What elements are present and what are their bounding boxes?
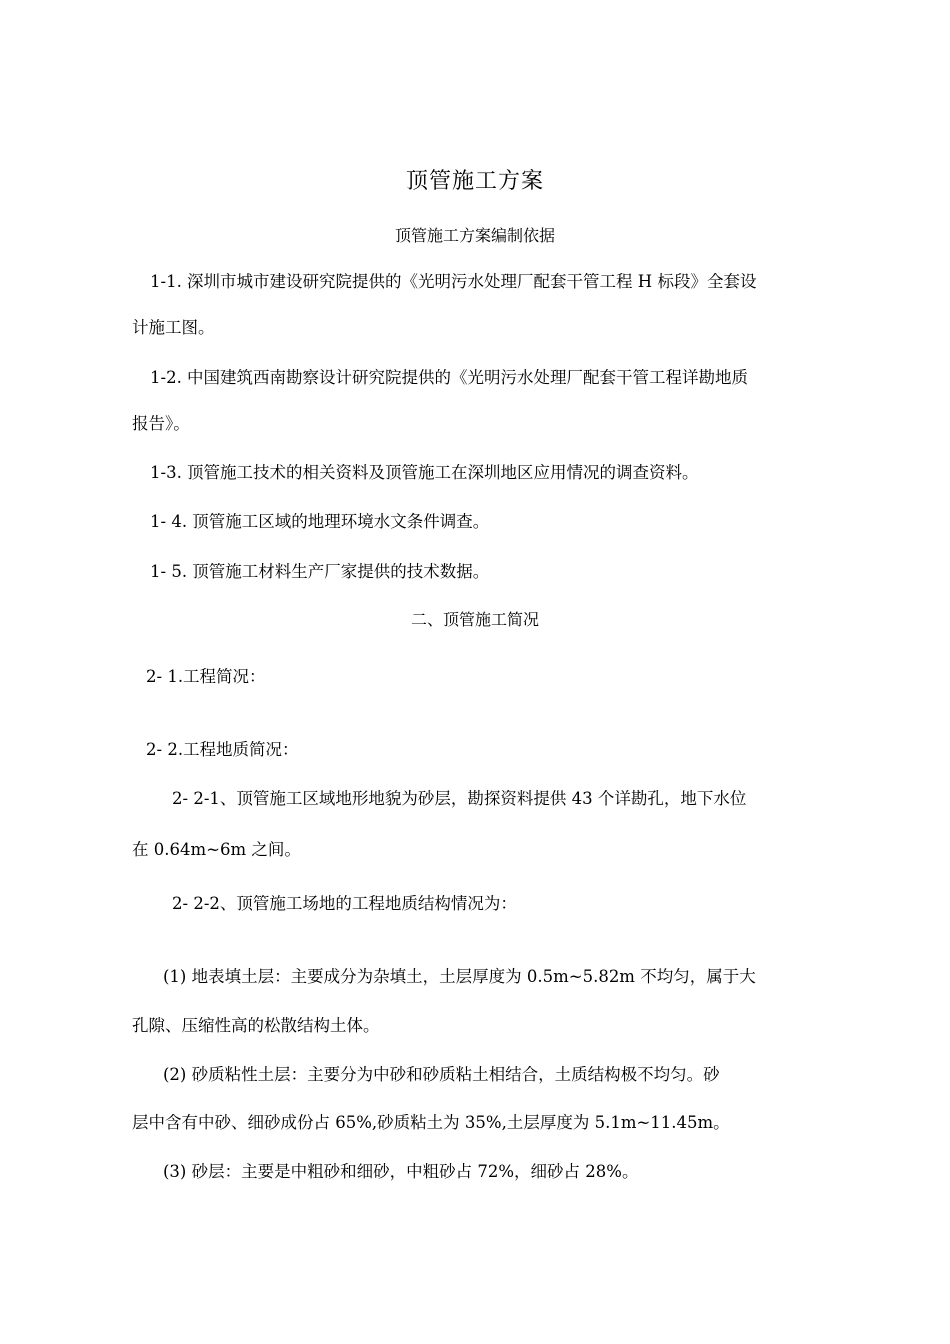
- basis-item-3: 1-3. 顶管施工技术的相关资料及顶管施工在深圳地区应用情况的调查资料。: [150, 463, 699, 482]
- geology-item-2-2-1-line-2: 在 0.64m~6m 之间。: [132, 840, 301, 859]
- layer-3: (3) 砂层：主要是中粗砂和细砂，中粗砂占 72%，细砂占 28%。: [163, 1162, 639, 1181]
- basis-item-1-line-1: 1-1. 深圳市城市建设研究院提供的《光明污水处理厂配套干管工程 H 标段》全套设: [150, 272, 757, 291]
- layer-1-line-1: (1) 地表填土层：主要成分为杂填土，土层厚度为 0.5m~5.82m 不均匀，属于大: [163, 967, 756, 986]
- geology-item-2-2-2: 2- 2-2、顶管施工场地的工程地质结构情况为：: [172, 894, 517, 913]
- layer-2-line-1: (2) 砂质粘性土层：主要分为中砂和砂质粘土相结合，土质结构极不均匀。砂: [163, 1065, 720, 1084]
- basis-item-4: 1- 4. 顶管施工区域的地理环境水文条件调查。: [150, 512, 490, 531]
- layer-1-line-2: 孔隙、压缩性高的松散结构土体。: [132, 1016, 380, 1035]
- basis-item-2-line-1: 1-2. 中国建筑西南勘察设计研究院提供的《光明污水处理厂配套干管工程详勘地质: [150, 368, 749, 387]
- geology-item-2-2-1-line-1: 2- 2-1、顶管施工区域地形地貌为砂层，勘探资料提供 43 个详勘孔，地下水位: [172, 789, 747, 808]
- document-title: 顶管施工方案: [405, 169, 544, 194]
- basis-item-2-line-2: 报告》。: [132, 414, 190, 433]
- basis-item-5: 1- 5. 顶管施工材料生产厂家提供的技术数据。: [150, 562, 490, 581]
- layer-2-line-2: 层中含有中砂、细砂成份占 65%,砂质粘土为 35%,土层厚度为 5.1m~11.45m。: [132, 1113, 730, 1132]
- document-subtitle: 顶管施工方案编制依据: [394, 226, 555, 245]
- geology-overview-heading: 2- 2.工程地质简况：: [146, 740, 299, 759]
- section-2-heading: 二、顶管施工简况: [410, 610, 539, 629]
- project-overview-heading: 2- 1.工程简况：: [146, 667, 266, 686]
- basis-item-1-line-2: 计施工图。: [132, 318, 215, 337]
